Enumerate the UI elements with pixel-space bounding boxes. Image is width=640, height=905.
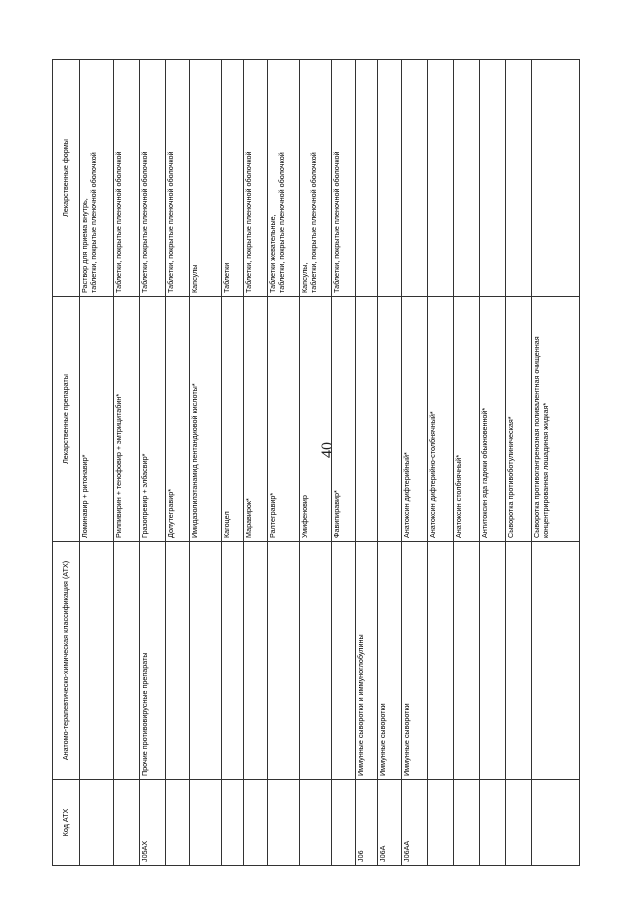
cell-atc: [190, 542, 222, 780]
cell-forms: [190, 60, 222, 297]
cell-drug: Долутегравир*: [166, 297, 190, 542]
cell-drug: Анатоксин столбнячный*: [454, 297, 480, 542]
cell-forms: [454, 60, 480, 297]
form-line: Капсулы: [190, 264, 199, 293]
table-row: [454, 60, 480, 866]
cell-drug: Фавипиравир*: [332, 297, 356, 542]
table-row: [506, 60, 532, 866]
cell-code: J05AX: [140, 780, 166, 866]
cell-drug: Ралтегравир*: [268, 297, 300, 542]
cell-code: [244, 780, 268, 866]
cell-code: J06: [356, 780, 378, 866]
cell-atc: [506, 542, 532, 780]
cell-forms: [166, 60, 190, 297]
table-row: [300, 60, 332, 866]
cell-drug: Умифеновир: [300, 297, 332, 542]
form-line: таблетки, покрытые пленочной оболочкой: [88, 152, 98, 293]
table-row: [428, 60, 454, 866]
cell-drug: Имидазолилэтанамид пентандиовой кислоты*: [190, 297, 222, 542]
cell-atc: Иммунные сыворотки и иммуноглобулины: [356, 542, 378, 780]
cell-drug: Сыворотка противоботулиническая*: [506, 297, 532, 542]
cell-code: [454, 780, 480, 866]
cell-code: [114, 780, 140, 866]
header-forms: Лекарственные формы: [53, 60, 80, 297]
cell-code: [532, 780, 580, 866]
cell-forms: [402, 60, 428, 297]
cell-forms: [300, 60, 332, 297]
table-row: [480, 60, 506, 866]
cell-drug: Маравирок*: [244, 297, 268, 542]
cell-code: [332, 780, 356, 866]
cell-drug: Анатоксин дифтерийно-столбнячный*: [428, 297, 454, 542]
cell-drug: Ломинавир + ритонавир*: [80, 297, 114, 542]
form-line: таблетки, покрытые пленочной оболочкой: [276, 152, 286, 293]
cell-forms: [356, 60, 378, 297]
table-row: [532, 60, 580, 866]
table-body: [80, 60, 580, 866]
cell-atc: [244, 542, 268, 780]
cell-atc: [428, 542, 454, 780]
cell-drug: Сыворотка противогангренозная поливалентная очищенная концентрированная лошадиная жидкая*: [532, 297, 580, 542]
form-line: Таблетки: [222, 262, 231, 293]
cell-drug: Гразопревир + элбасвир*: [140, 297, 166, 542]
cell-forms: [480, 60, 506, 297]
table-row: [378, 60, 402, 866]
table-row: [244, 60, 268, 866]
cell-atc: [454, 542, 480, 780]
cell-atc: [532, 542, 580, 780]
cell-drug: Кагоцел: [222, 297, 244, 542]
rotated-table: [52, 60, 588, 866]
cell-atc: [300, 542, 332, 780]
cell-code: [480, 780, 506, 866]
cell-code: [428, 780, 454, 866]
cell-forms: [140, 60, 166, 297]
cell-forms: [222, 60, 244, 297]
page-number-text: 40: [319, 442, 336, 458]
cell-code: [80, 780, 114, 866]
cell-forms: [268, 60, 300, 297]
cell-drug: [378, 297, 402, 542]
header-atc: Анатомо-терапевтическо-химическая классификация (АТХ): [53, 542, 80, 780]
form-line: Капсулы,: [300, 262, 309, 293]
table-row: [190, 60, 222, 866]
table-row: [332, 60, 356, 866]
cell-atc: Иммунные сыворотки: [402, 542, 428, 780]
cell-atc: [114, 542, 140, 780]
header-code: Код АТХ: [53, 780, 80, 866]
cell-drug: [356, 297, 378, 542]
cell-forms: [506, 60, 532, 297]
cell-code: [506, 780, 532, 866]
cell-code: [300, 780, 332, 866]
cell-atc: Иммунные сыворотки: [378, 542, 402, 780]
cell-code: [166, 780, 190, 866]
form-line: Таблетки, покрытые пленочной оболочкой: [166, 151, 175, 293]
form-line: Таблетки, покрытые пленочной оболочкой: [140, 151, 149, 293]
drug-table: [52, 59, 580, 866]
table-row: [402, 60, 428, 866]
cell-forms: [244, 60, 268, 297]
cell-code: J06A: [378, 780, 402, 866]
cell-code: [190, 780, 222, 866]
table-row: [80, 60, 114, 866]
drug-table-container: [52, 60, 588, 866]
form-line: Таблетки жевательные,: [268, 214, 277, 293]
cell-code: [222, 780, 244, 866]
cell-code: J06AA: [402, 780, 428, 866]
table-row: [114, 60, 140, 866]
cell-atc: Прочие противовирусные препараты: [140, 542, 166, 780]
cell-code: [268, 780, 300, 866]
cell-forms: [332, 60, 356, 297]
table-row: [356, 60, 378, 866]
form-line: Таблетки, покрытые пленочной оболочкой: [332, 151, 341, 293]
cell-drug: Рилпивирин + тенофовир + эмтрицитабин*: [114, 297, 140, 542]
cell-forms: [428, 60, 454, 297]
table-row: [268, 60, 300, 866]
cell-atc: [222, 542, 244, 780]
cell-forms: [114, 60, 140, 297]
cell-atc: [166, 542, 190, 780]
table-row: [166, 60, 190, 866]
cell-forms: [80, 60, 114, 297]
cell-forms: [378, 60, 402, 297]
form-line: Таблетки, покрытые пленочной оболочкой: [114, 151, 123, 293]
form-line: Раствор для приема внутрь,: [80, 198, 89, 293]
form-line: Таблетки, покрытые пленочной оболочкой: [244, 151, 253, 293]
cell-atc: [480, 542, 506, 780]
form-line: таблетки, покрытые пленочной оболочкой: [308, 152, 318, 293]
table-row: [140, 60, 166, 866]
cell-atc: [80, 542, 114, 780]
cell-atc: [268, 542, 300, 780]
cell-drug: Антитоксин яда гадюки обыкновенной*: [480, 297, 506, 542]
table-row: [222, 60, 244, 866]
cell-forms: [532, 60, 580, 297]
header-drugs: Лекарственные препараты: [53, 297, 80, 542]
table-header-row: [53, 60, 80, 866]
cell-atc: [332, 542, 356, 780]
cell-drug: Анатоксин дифтерийный*: [402, 297, 428, 542]
